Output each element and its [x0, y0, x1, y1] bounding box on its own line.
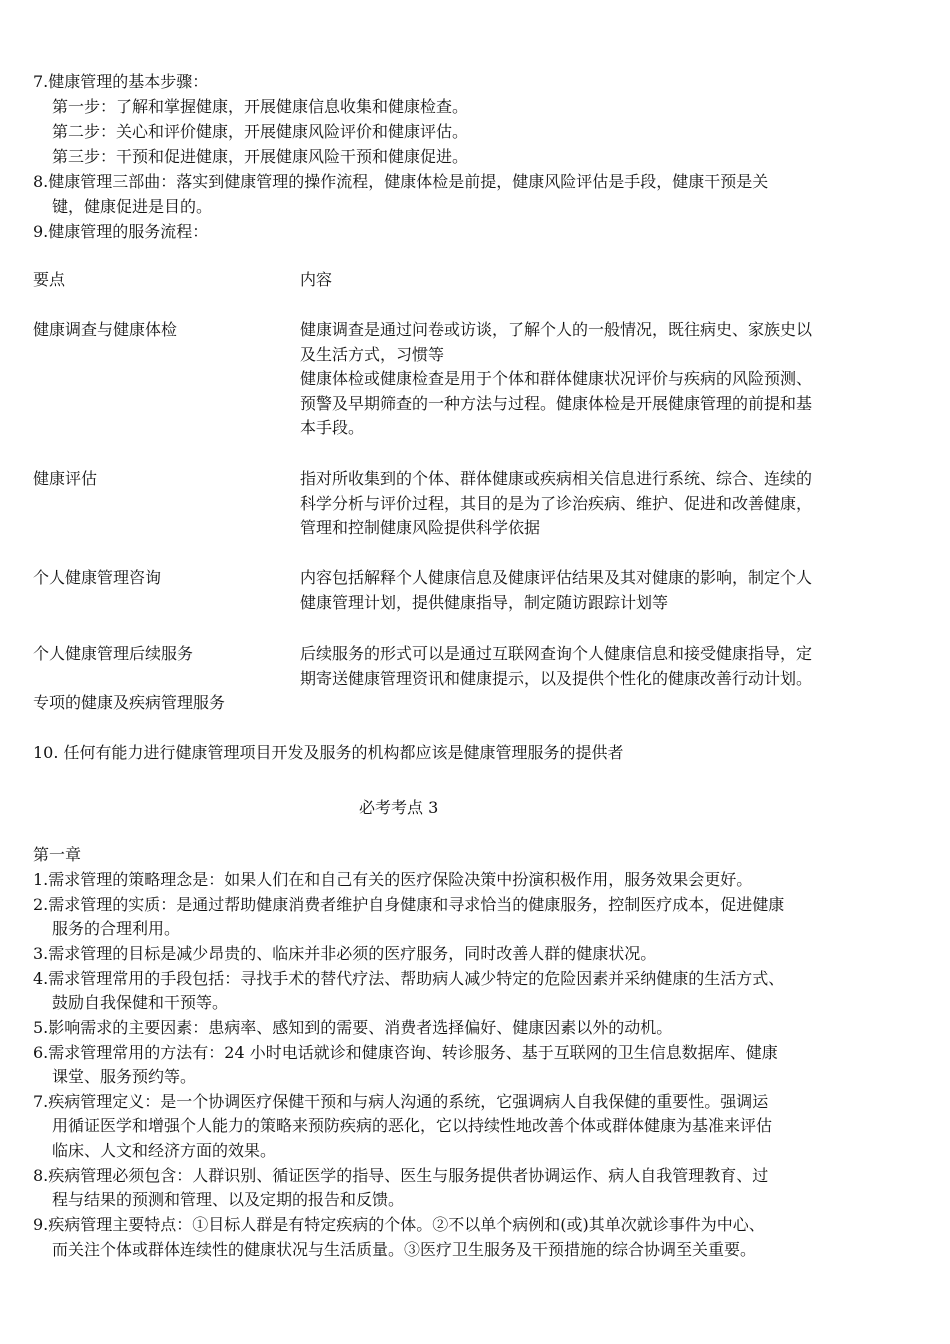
list-item-continuation: 程与结果的预测和管理、以及定期的报告和反馈。	[52, 1190, 405, 1209]
table-row-key: 个人健康管理后续服务	[33, 644, 194, 663]
list-item: 6.需求管理常用的方法有：24 小时电话就诊和健康咨询、转诊服务、基于互联网的卫生信息数据库、健康	[33, 1043, 778, 1062]
table-row-line: 预警及早期筛查的一种方法与过程。健康体检是开展健康管理的前提和基	[300, 393, 813, 413]
table-row-key: 健康调查与健康体检	[33, 320, 178, 339]
section-10-text: 10. 任何有能力进行健康管理项目开发及服务的机构都应该是健康管理服务的提供者	[33, 743, 624, 762]
table-row-line: 内容包括解释个人健康信息及健康评估结果及其对健康的影响，制定个人	[300, 568, 813, 587]
page-section-title: 必考考点 3	[359, 798, 439, 817]
table-row-line: 健康管理计划，提供健康指导，制定随访跟踪计划等	[300, 592, 669, 612]
list-item: 2.需求管理的实质：是通过帮助健康消费者维护自身健康和寻求恰当的健康服务，控制医疗成本，促进健康	[33, 895, 785, 914]
table-row-line: 及生活方式，习惯等	[300, 344, 445, 364]
list-item: 4.需求管理常用的手段包括：寻找手术的替代疗法、帮助病人减少特定的危险因素并采纳健康的生活方式、	[33, 969, 785, 988]
table-header-key: 要点	[33, 270, 66, 289]
list-item: 5.影响需求的主要因素：患病率、感知到的需要、消费者选择偏好、健康因素以外的动机。	[33, 1018, 673, 1037]
list-item: 3.需求管理的目标是减少昂贵的、临床并非必须的医疗服务，同时改善人群的健康状况。	[33, 944, 657, 963]
section-8-line-1: 8.健康管理三部曲：落实到健康管理的操作流程，健康体检是前提，健康风险评估是手段，健康干预是关	[33, 172, 769, 191]
chapter-heading: 第一章	[33, 845, 82, 864]
list-item-continuation: 服务的合理利用。	[52, 919, 181, 938]
table-row-key: 健康评估	[33, 469, 98, 488]
list-item: 9.疾病管理主要特点：①目标人群是有特定疾病的个体。②不以单个病例和(或)其单次就诊事件为中心、	[33, 1215, 765, 1234]
section-7-heading: 7.健康管理的基本步骤：	[33, 72, 209, 91]
table-row-value	[300, 318, 920, 441]
table-row-line: 健康体检或健康检查是用于个体和群体健康状况评价与疾病的风险预测、	[300, 369, 813, 388]
section-7-step-2: 第二步：关心和评价健康，开展健康风险评价和健康评估。	[52, 122, 469, 141]
list-item-continuation: 而关注个体或群体连续性的健康状况与生活质量。③医疗卫生服务及干预措施的综合协调至关重要。	[52, 1240, 757, 1259]
list-item-continuation: 临床、人文和经济方面的效果。	[52, 1141, 277, 1160]
list-item-continuation: 用循证医学和增强个人能力的策略来预防疾病的恶化，它以持续性地改善个体或群体健康为基准来评估	[52, 1116, 773, 1135]
table-row-line: 后续服务的形式可以是通过互联网查询个人健康信息和接受健康指导，定	[300, 644, 813, 663]
table-row-line: 期寄送健康管理资讯和健康提示，以及提供个性化的健康改善行动计划。	[300, 668, 813, 688]
section-8-line-2: 键，健康促进是目的。	[52, 197, 213, 216]
list-item: 1.需求管理的策略理念是：如果人们在和自己有关的医疗保险决策中扮演积极作用，服务效果会更好。	[33, 870, 753, 889]
table-row-line: 管理和控制健康风险提供科学依据	[300, 518, 541, 537]
table-row-value	[300, 467, 920, 541]
section-9-heading: 9.健康管理的服务流程：	[33, 222, 209, 241]
table-row-line: 科学分析与评价过程，其目的是为了诊治疾病、维护、促进和改善健康，	[300, 493, 813, 513]
list-item: 8.疾病管理必须包含：人群识别、循证医学的指导、医生与服务提供者协调运作、病人自我管理教育、过	[33, 1166, 769, 1185]
table-row-value	[300, 566, 920, 615]
table-row-key: 专项的健康及疾病管理服务	[33, 693, 226, 712]
table-row-line: 健康调查是通过问卷或访谈，了解个人的一般情况，既往病史、家族史以	[300, 320, 813, 339]
table-header-value: 内容	[300, 270, 333, 289]
table-row-key: 个人健康管理咨询	[33, 568, 162, 587]
table-row-line: 指对所收集到的个体、群体健康或疾病相关信息进行系统、综合、连续的	[300, 469, 813, 488]
list-item-continuation: 鼓励自我保健和干预等。	[52, 993, 229, 1012]
list-item-continuation: 课堂、服务预约等。	[52, 1067, 197, 1086]
list-item: 7.疾病管理定义：是一个协调医疗保健干预和与病人沟通的系统，它强调病人自我保健的重要性。强调运	[33, 1092, 769, 1111]
table-row-line: 本手段。	[300, 418, 365, 437]
section-7-step-3: 第三步：干预和促进健康，开展健康风险干预和健康促进。	[52, 147, 469, 166]
section-7-step-1: 第一步：了解和掌握健康，开展健康信息收集和健康检查。	[52, 97, 469, 116]
table-row-value	[300, 642, 920, 691]
